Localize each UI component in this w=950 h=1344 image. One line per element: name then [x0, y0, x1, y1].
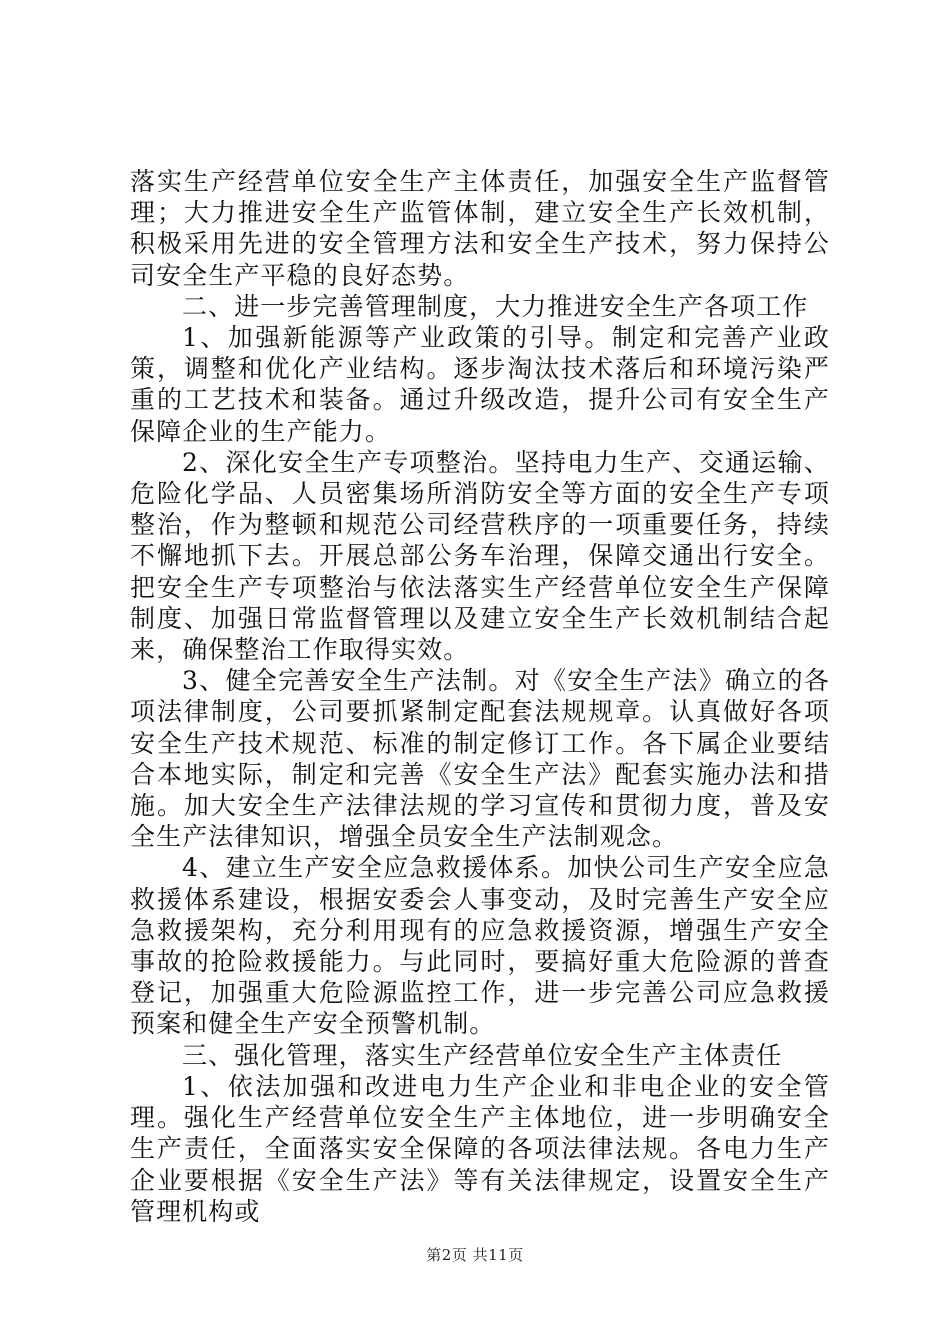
- section-heading-2: 二、进一步完善管理制度，大力推进安全生产各项工作: [182, 291, 809, 321]
- paragraph-item-2-2: 2、深化安全生产专项整治。坚持电力生产、交通运输、危险化学品、人员密集场所消防安全等方面的安全生产专项整治，作为整顿和规范公司经营秩序的一项重要任务，持续不懈地抓下去。开展总部公务车治理，保障交通出行安全。把安全生产专项整治与依法落实生产经营单位安全生产保障制度、加强日常监督管理以及建立安全生产长效机制结合起来，确保整治工作取得实效。: [130, 447, 830, 665]
- document-body: [130, 166, 830, 1227]
- section-heading-3: 三、强化管理，落实生产经营单位安全生产主体责任: [182, 1040, 783, 1070]
- paragraph-item-2-4: 4、建立生产安全应急救援体系。加快公司生产安全应急救援体系建设，根据安委会人事变动，及时完善生产安全应急救援架构，充分利用现有的应急救援资源，增强生产安全事故的抢险救援能力。与此同时，要搞好重大危险源的普查登记，加强重大危险源监控工作，进一步完善公司应急救援预案和健全生产安全预警机制。: [130, 853, 830, 1039]
- paragraph-item-2-1: 1、加强新能源等产业政策的引导。制定和完善产业政策，调整和优化产业结构。逐步淘汰技术落后和环境污染严重的工艺技术和装备。通过升级改造，提升公司有安全生产保障企业的生产能力。: [130, 323, 830, 446]
- page-number-footer: 第2页 共11页: [426, 1246, 524, 1264]
- paragraph-item-2-3: 3、健全完善安全生产法制。对《安全生产法》确立的各项法律制度，公司要抓紧制定配套法规规章。认真做好各项安全生产技术规范、标准的制定修订工作。各下属企业要结合本地实际，制定和完善《安全生产法》配套实施办法和措施。加大安全生产法律法规的学习宣传和贯彻力度，普及安全生产法律知识，增强全员安全生产法制观念。: [130, 666, 830, 852]
- paragraph-continuation: 落实生产经营单位安全生产主体责任，加强安全生产监督管理；大力推进安全生产监管体制，建立安全生产长效机制，积极采用先进的安全管理方法和安全生产技术，努力保持公司安全生产平稳的良好态势。: [130, 167, 830, 290]
- paragraph-item-3-1: 1、依法加强和改进电力生产企业和非电企业的安全管理。强化生产经营单位安全生产主体地位，进一步明确安全生产责任，全面落实安全保障的各项法律法规。各电力生产企业要根据《安全生产法》等有关法律规定，设置安全生产管理机构或: [130, 1071, 830, 1226]
